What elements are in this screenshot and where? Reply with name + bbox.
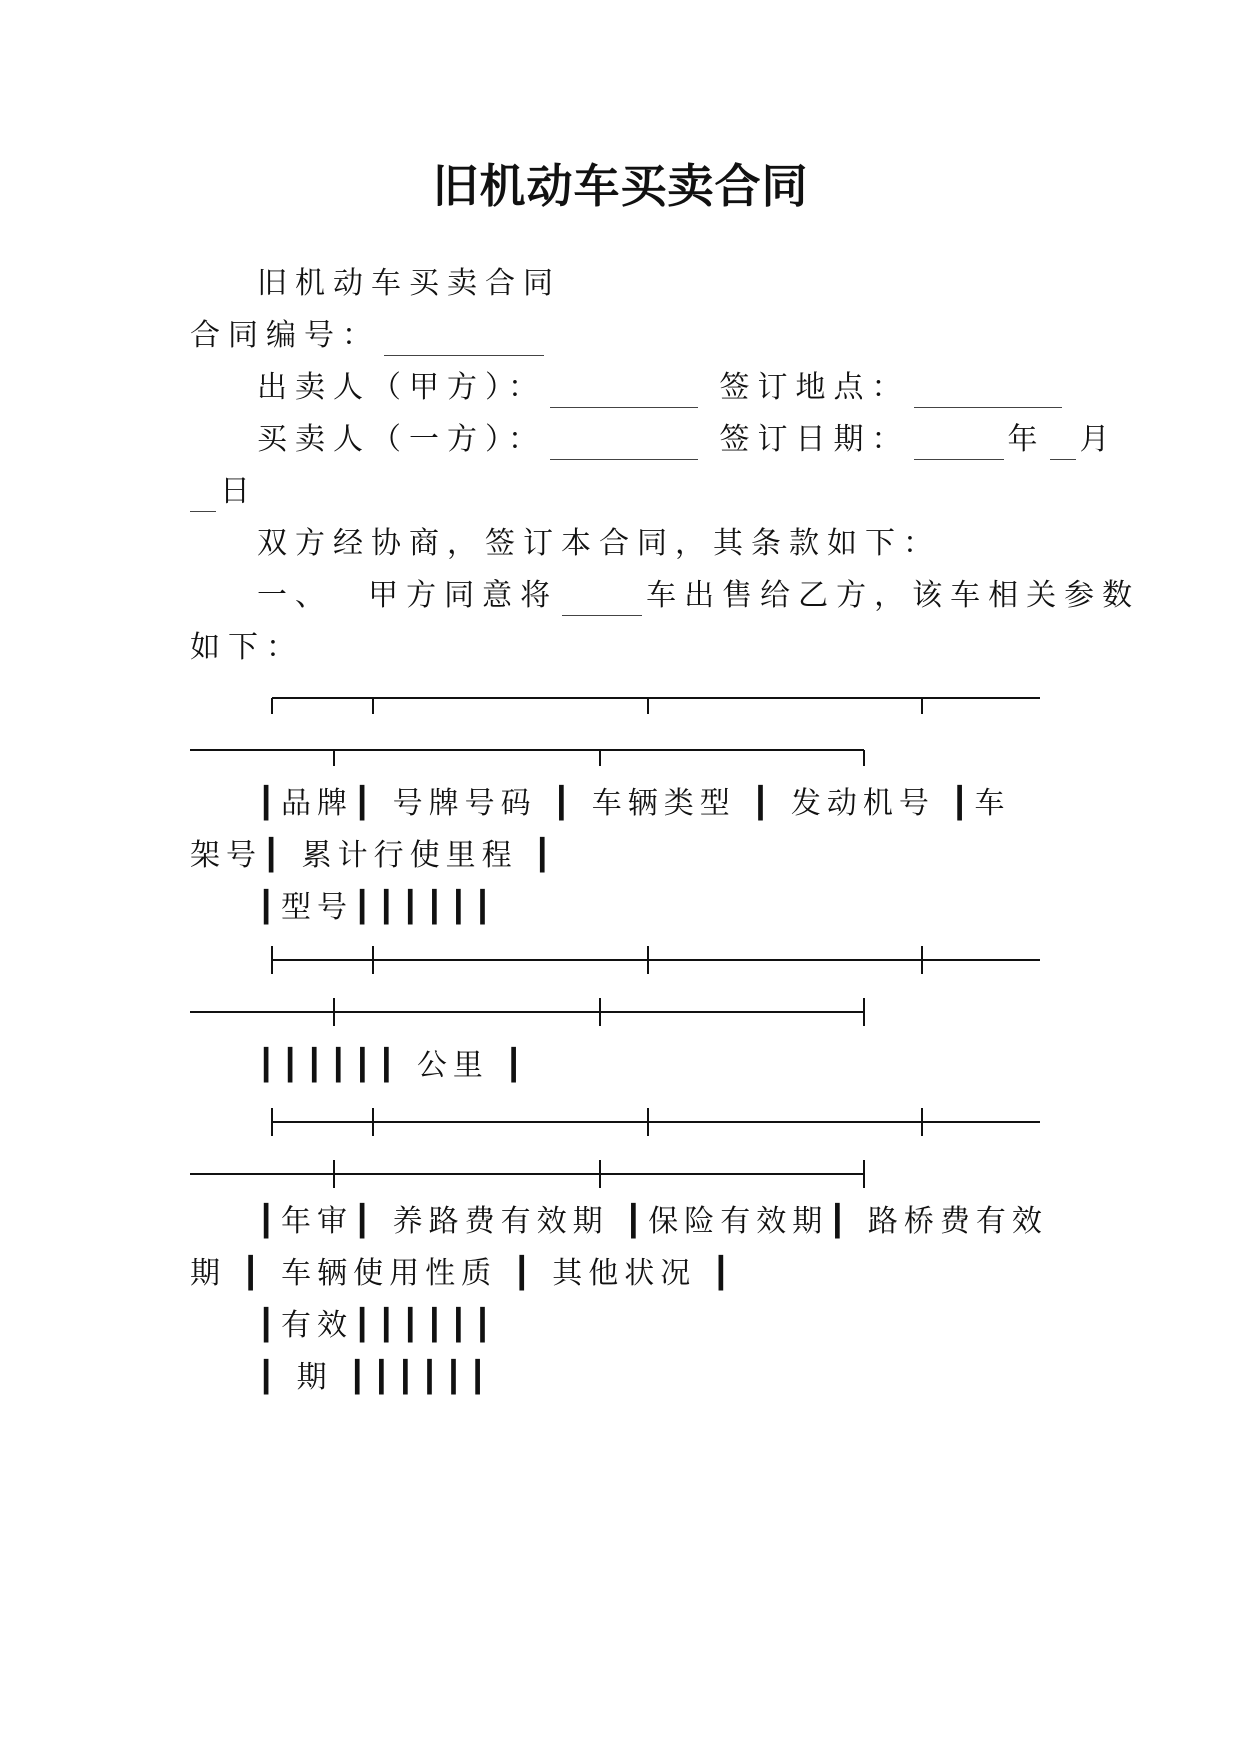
table-header-2-line-1: ┃年审┃ 养路费有效期 ┃保险有效期┃ 路桥费有效 xyxy=(257,1204,1048,1239)
table-header-2-line-2: 期 ┃ 车辆使用性质 ┃ 其他状况 ┃ xyxy=(190,1256,736,1291)
table-header-2-row-3: ┃ 期 ┃┃┃┃┃┃ xyxy=(257,1360,493,1395)
table-header-1-line-1: ┃品牌┃ 号牌号码 ┃ 车辆类型 ┃ 发动机号 ┃车 xyxy=(257,786,1011,821)
subtitle: 旧机动车买卖合同 xyxy=(257,266,561,301)
clause-1-continuation: 如下： xyxy=(190,630,304,665)
buyer-label: 买卖人（一方）： xyxy=(257,422,546,457)
table-header-2-row-2: ┃有效┃┃┃┃┃┃ xyxy=(257,1308,498,1343)
seller-label: 出卖人（甲方）： xyxy=(257,370,546,405)
sign-date-label: 签订日期： xyxy=(719,422,910,457)
table-data-row-1: ┃┃┃┃┃┃ 公里 ┃ xyxy=(257,1048,529,1083)
contract-number-label: 合同编号： xyxy=(190,318,380,353)
month-label: 月 xyxy=(1079,422,1118,457)
document-title: 旧机动车买卖合同 xyxy=(432,159,809,213)
sign-place-label: 签订地点： xyxy=(719,370,910,405)
table-header-1-line-2: 架号┃ 累计行使里程 ┃ xyxy=(190,838,558,873)
year-label: 年 xyxy=(1007,422,1046,457)
intro-paragraph: 双方经协商，签订本合同，其条款如下： xyxy=(257,526,941,561)
day-label: 日 xyxy=(220,474,258,509)
clause-1-text-after: 车出售给乙方，该车相关参数 xyxy=(646,578,1141,613)
table-header-1-row-2: ┃型号┃┃┃┃┃┃ xyxy=(257,890,498,925)
clause-1-text-before: 甲方同意将 xyxy=(368,578,559,613)
clause-1-number: 一、 xyxy=(257,578,333,613)
